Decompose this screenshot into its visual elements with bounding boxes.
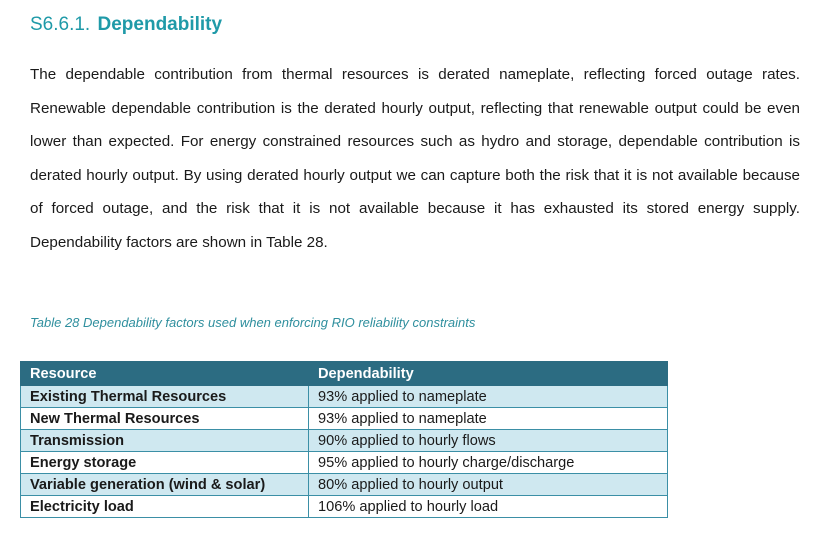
header-resource: Resource	[21, 362, 309, 386]
section-title: Dependability	[97, 14, 223, 35]
table-header-row	[21, 362, 668, 386]
row-resource: Electricity load	[21, 496, 309, 518]
row-resource: Transmission	[21, 430, 309, 452]
body-paragraph: The dependable contribution from thermal resources is derated nameplate, reflecting forced outage rates. Renewable dependable contribution is the derated hourly output, reflecting that renewable output could be even lower than expected. For energy constrained resources such as hydro and storage, dependable contribution is derated hourly output. By using derated hourly output we can capture both the risk that it is not available because of forced outage, and the risk that it is not available because it has exhausted its stored energy supply. Dependability factors are shown in Table 28.	[30, 66, 800, 251]
table-row	[21, 408, 668, 430]
row-resource: New Thermal Resources	[21, 408, 309, 430]
table-caption: Table 28 Dependability factors used when enforcing RIO reliability constraints	[30, 315, 476, 330]
row-dependability: 95% applied to hourly charge/discharge	[309, 452, 668, 474]
row-dependability: 80% applied to hourly output	[309, 474, 668, 496]
row-dependability: 90% applied to hourly flows	[309, 430, 668, 452]
section-heading	[30, 14, 222, 36]
table-row	[21, 474, 668, 496]
table-row	[21, 496, 668, 518]
row-resource: Existing Thermal Resources	[21, 386, 309, 408]
table-row	[21, 452, 668, 474]
table-row	[21, 430, 668, 452]
row-dependability: 106% applied to hourly load	[309, 496, 668, 518]
row-resource: Variable generation (wind & solar)	[21, 474, 309, 496]
row-dependability: 93% applied to nameplate	[309, 386, 668, 408]
header-dependability: Dependability	[309, 362, 668, 386]
dependability-table	[20, 361, 668, 518]
row-dependability: 93% applied to nameplate	[309, 408, 668, 430]
table-row	[21, 386, 668, 408]
row-resource: Energy storage	[21, 452, 309, 474]
section-number: S6.6.1.	[30, 14, 91, 35]
